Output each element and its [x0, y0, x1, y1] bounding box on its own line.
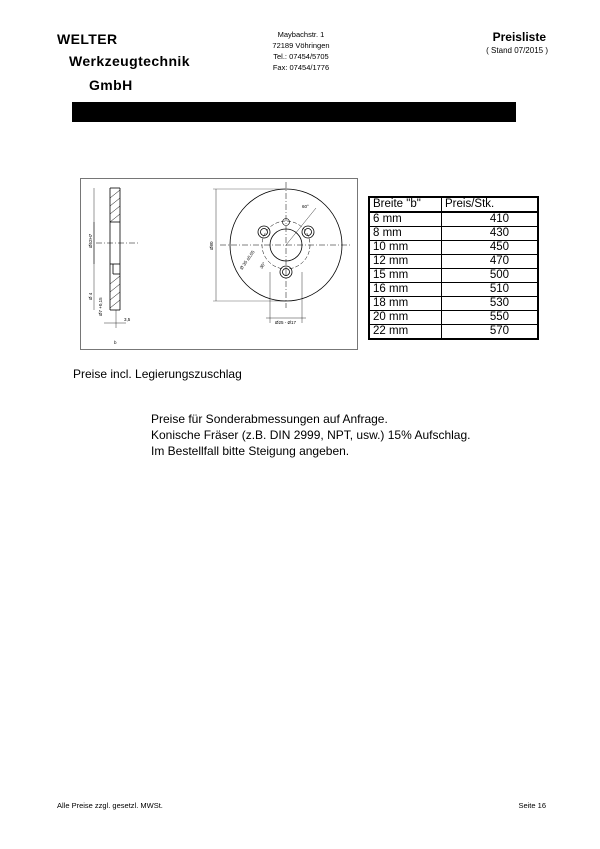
- price-cell: 430: [442, 227, 539, 241]
- table-row: [369, 241, 538, 255]
- label-key: Ø25 - Ø17: [275, 320, 297, 325]
- alloy-note: Preise incl. Legierungszuschlag: [73, 367, 242, 381]
- company-name-line2: Werkzeugtechnik: [69, 53, 190, 69]
- footer-vat-note: Alle Preise zzgl. gesetzl. MWSt.: [57, 801, 163, 810]
- address-city: 72189 Vöhringen: [272, 41, 330, 50]
- table-row: [369, 283, 538, 297]
- price-table: [368, 196, 539, 340]
- company-name-line1: WELTER: [57, 31, 118, 47]
- info-line-3: Im Bestellfall bitte Steigung angeben.: [151, 444, 350, 458]
- price-table-header-row: [369, 197, 538, 212]
- address-tel: Tel.: 07454/5705: [273, 52, 329, 61]
- width-cell: 8 mm: [369, 227, 442, 241]
- page-number: Seite 16: [518, 801, 546, 810]
- label-pinhole: Ø 4: [88, 292, 93, 300]
- width-cell: 16 mm: [369, 283, 442, 297]
- price-cell: 450: [442, 241, 539, 255]
- width-cell: 22 mm: [369, 325, 442, 340]
- table-row: [369, 325, 538, 340]
- width-cell: 15 mm: [369, 269, 442, 283]
- company-name-line3: GmbH: [89, 77, 133, 93]
- width-cell: 20 mm: [369, 311, 442, 325]
- technical-drawing: [80, 178, 358, 350]
- info-line-2: Konische Fräser (z.B. DIN 2999, NPT, usw.) 15% Aufschlag.: [151, 428, 471, 442]
- info-block: [151, 411, 470, 459]
- address-fax: Fax: 07454/1776: [272, 63, 330, 72]
- address-street: Maybachstr. 1: [277, 30, 325, 39]
- address-block: [262, 29, 340, 73]
- front-view: [213, 182, 352, 323]
- width-cell: 10 mm: [369, 241, 442, 255]
- label-tol1: Ø7 +0,15: [98, 297, 103, 316]
- label-angle1: 60°: [302, 204, 309, 209]
- label-bore: Ø52H7: [88, 233, 93, 248]
- width-cell: 6 mm: [369, 212, 442, 227]
- table-row: [369, 227, 538, 241]
- price-cell: 470: [442, 255, 539, 269]
- page-title: Preisliste: [492, 30, 546, 44]
- header-width: Breite "b": [369, 197, 442, 212]
- header-price: Preis/Stk.: [442, 197, 539, 212]
- price-cell: 570: [442, 325, 539, 340]
- stand-date: ( Stand 07/2015 ): [486, 46, 548, 55]
- price-cell: 500: [442, 269, 539, 283]
- label-dim1: 3,5: [124, 317, 131, 322]
- table-row: [369, 255, 538, 269]
- table-row: [369, 269, 538, 283]
- width-cell: 18 mm: [369, 297, 442, 311]
- table-row: [369, 212, 538, 227]
- price-cell: 510: [442, 283, 539, 297]
- drawing-frame: [81, 179, 358, 350]
- price-cell: 550: [442, 311, 539, 325]
- label-angle2: 30°: [258, 261, 267, 270]
- label-b: b: [114, 340, 117, 345]
- table-row: [369, 311, 538, 325]
- price-cell: 530: [442, 297, 539, 311]
- width-cell: 12 mm: [369, 255, 442, 269]
- header-bar: [72, 102, 516, 122]
- info-line-1: Preise für Sonderabmessungen auf Anfrage.: [151, 412, 388, 426]
- label-circle: Ø 35 ±0,05: [238, 249, 256, 271]
- table-row: [369, 297, 538, 311]
- price-cell: 410: [442, 212, 539, 227]
- label-d80: Ø80: [209, 241, 214, 250]
